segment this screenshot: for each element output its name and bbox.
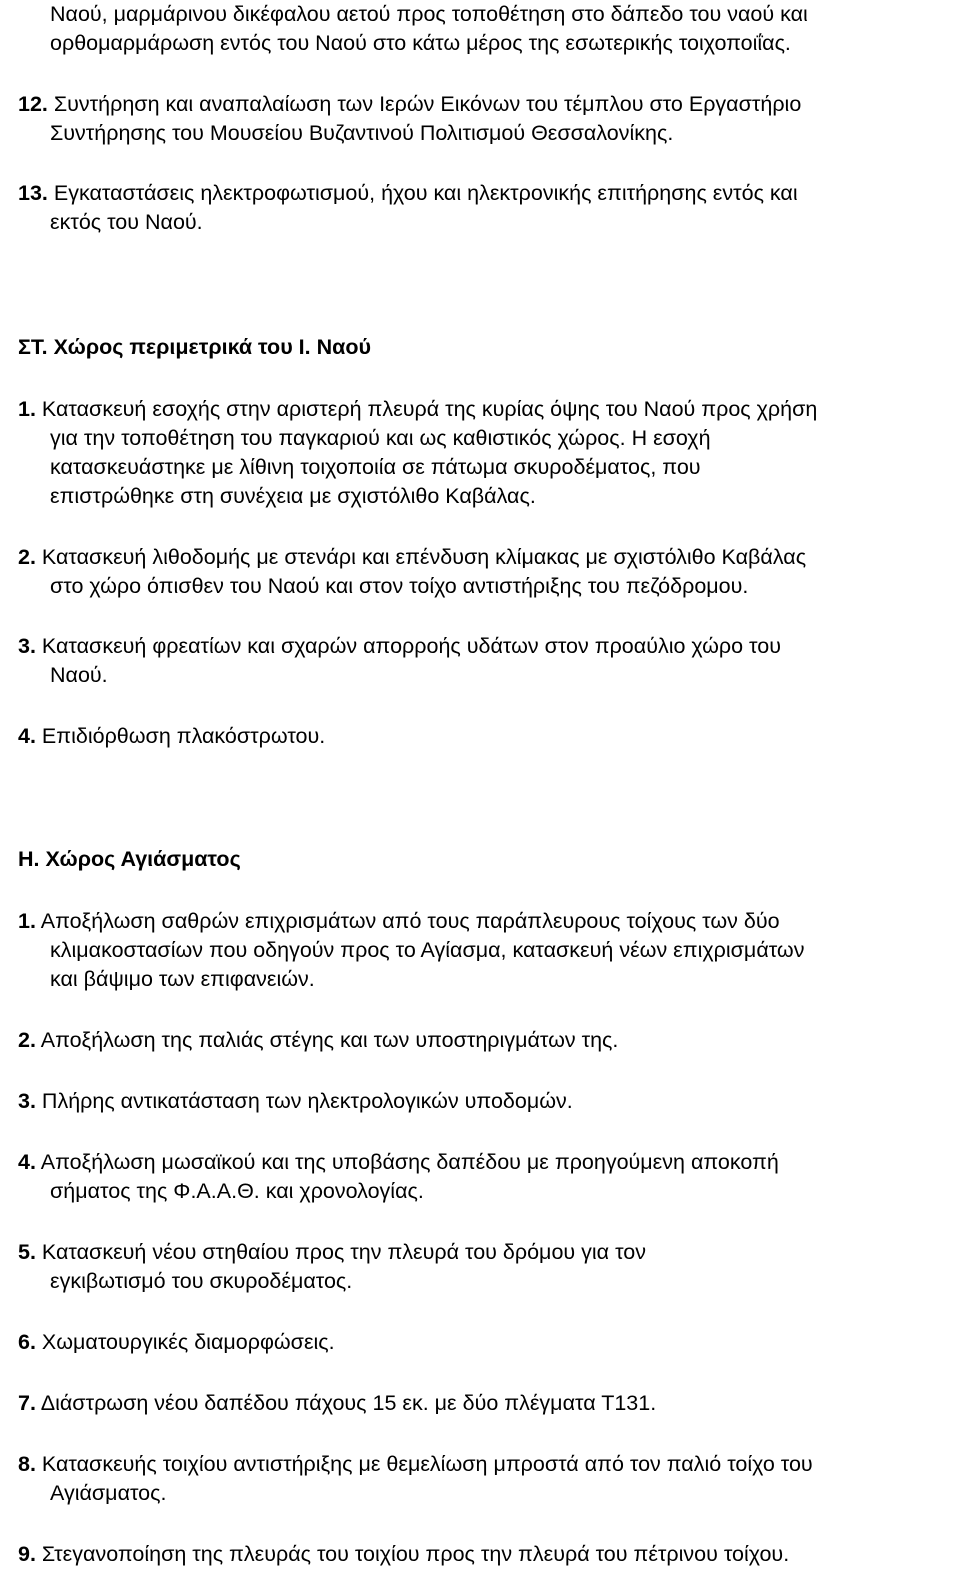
item-text: Στεγανοποίηση της πλευράς του τοιχίου προς την πλευρά του πέτρινου τοίχου.	[41, 1542, 790, 1566]
list-item	[18, 1389, 656, 1418]
list-item	[18, 722, 325, 751]
list-item	[18, 907, 780, 936]
item-number: 12.	[18, 92, 48, 116]
list-item	[18, 179, 798, 208]
item-text-line: Αγιάσματος.	[50, 1481, 167, 1505]
item-text-line: επιστρώθηκε στη συνέχεια με σχιστόλιθο Καβάλας.	[50, 484, 536, 508]
item-number: 7.	[18, 1391, 36, 1415]
item-text: Κατασκευής τοιχίου αντιστήριξης με θεμελίωση μπροστά από τον παλιό τοίχο του	[41, 1452, 813, 1476]
item-text: Επιδιόρθωση πλακόστρωτου.	[41, 724, 326, 748]
item-text: Εγκαταστάσεις ηλεκτροφωτισμού, ήχου και ηλεκτρονικής επιτήρησης εντός και	[53, 181, 798, 205]
list-item	[18, 1450, 813, 1479]
list-item	[18, 1540, 789, 1569]
item-text: Κατασκευή φρεατίων και σχαρών απορροής υδάτων στον προαύλιο χώρο του	[41, 634, 781, 658]
item-number: 6.	[18, 1330, 36, 1354]
item-number: 3.	[18, 634, 36, 658]
item-text-line: σήματος της Φ.Α.Α.Θ. και χρονολογίας.	[50, 1179, 424, 1203]
section-heading: ΣΤ. Χώρος περιμετρικά του Ι. Ναού	[18, 335, 371, 359]
item-text: Χωματουργικές διαμορφώσεις.	[41, 1330, 335, 1354]
item-text: Κατασκευή εσοχής στην αριστερή πλευρά της κυρίας όψης του Ναού προς χρήση	[41, 397, 818, 421]
list-item	[18, 543, 806, 572]
list-item	[18, 1328, 335, 1357]
intro-line: ορθομαρμάρωση εντός του Ναού στο κάτω μέρος της εσωτερικής τοιχοποιΐας.	[50, 31, 791, 55]
item-text-line: εγκιβωτισμό του σκυροδέματος.	[50, 1269, 353, 1293]
item-number: 4.	[18, 1150, 36, 1174]
item-number: 13.	[18, 181, 48, 205]
item-number: 1.	[18, 397, 36, 421]
item-number: 4.	[18, 724, 36, 748]
item-text: Συντήρηση και αναπαλαίωση των Ιερών Εικόνων του τέμπλου στο Εργαστήριο	[53, 92, 802, 116]
item-number: 8.	[18, 1452, 36, 1476]
item-text-line: για την τοποθέτηση του παγκαριού και ως καθιστικός χώρος. Η εσοχή	[50, 426, 711, 450]
item-text: Διάστρωση νέου δαπέδου πάχους 15 εκ. με δύο πλέγματα Τ131.	[40, 1391, 657, 1415]
list-item	[18, 1026, 618, 1055]
item-text: Κατασκευή λιθοδομής με στενάρι και επένδυση κλίμακας με σχιστόλιθο Καβάλας	[41, 545, 807, 569]
list-item	[18, 1148, 779, 1177]
item-text-line: στο χώρο όπισθεν του Ναού και στον τοίχο αντιστήριξης του πεζόδρομου.	[50, 574, 749, 598]
item-text-line: κλιμακοστασίων που οδηγούν προς το Αγίασμα, κατασκευή νέων επιχρισμάτων	[50, 938, 805, 962]
section-heading: Η. Χώρος Αγιάσματος	[18, 847, 241, 871]
item-text-line: εκτός του Ναού.	[50, 210, 203, 234]
intro-line: Ναού, μαρμάρινου δικέφαλου αετού προς τοποθέτηση στο δάπεδο του ναού και	[50, 2, 808, 26]
item-text: Αποξήλωση μωσαϊκού και της υποβάσης δαπέδου με προηγούμενη αποκοπή	[40, 1150, 779, 1174]
list-item	[18, 632, 781, 661]
item-text: Κατασκευή νέου στηθαίου προς την πλευρά του δρόμου για τον	[41, 1240, 646, 1264]
list-item	[18, 1238, 646, 1267]
item-number: 9.	[18, 1542, 36, 1566]
list-item	[18, 395, 817, 424]
item-text: Αποξήλωση της παλιάς στέγης και των υποστηριγμάτων της.	[40, 1028, 619, 1052]
item-number: 3.	[18, 1089, 36, 1113]
item-text: Αποξήλωση σαθρών επιχρισμάτων από τους παράπλευρους τοίχους των δύο	[40, 909, 780, 933]
item-number: 5.	[18, 1240, 36, 1264]
item-text-line: και βάψιμο των επιφανειών.	[50, 967, 315, 991]
item-text-line: Ναού.	[50, 663, 108, 687]
item-text-line: κατασκευάστηκε με λίθινη τοιχοποιία σε πάτωμα σκυροδέματος, που	[50, 455, 701, 479]
list-item	[18, 90, 801, 119]
list-item	[18, 1087, 573, 1116]
item-number: 2.	[18, 1028, 36, 1052]
item-number: 1.	[18, 909, 36, 933]
item-text: Πλήρης αντικατάσταση των ηλεκτρολογικών υποδομών.	[41, 1089, 573, 1113]
item-number: 2.	[18, 545, 36, 569]
item-text-line: Συντήρησης του Μουσείου Βυζαντινού Πολιτισμού Θεσσαλονίκης.	[50, 121, 674, 145]
